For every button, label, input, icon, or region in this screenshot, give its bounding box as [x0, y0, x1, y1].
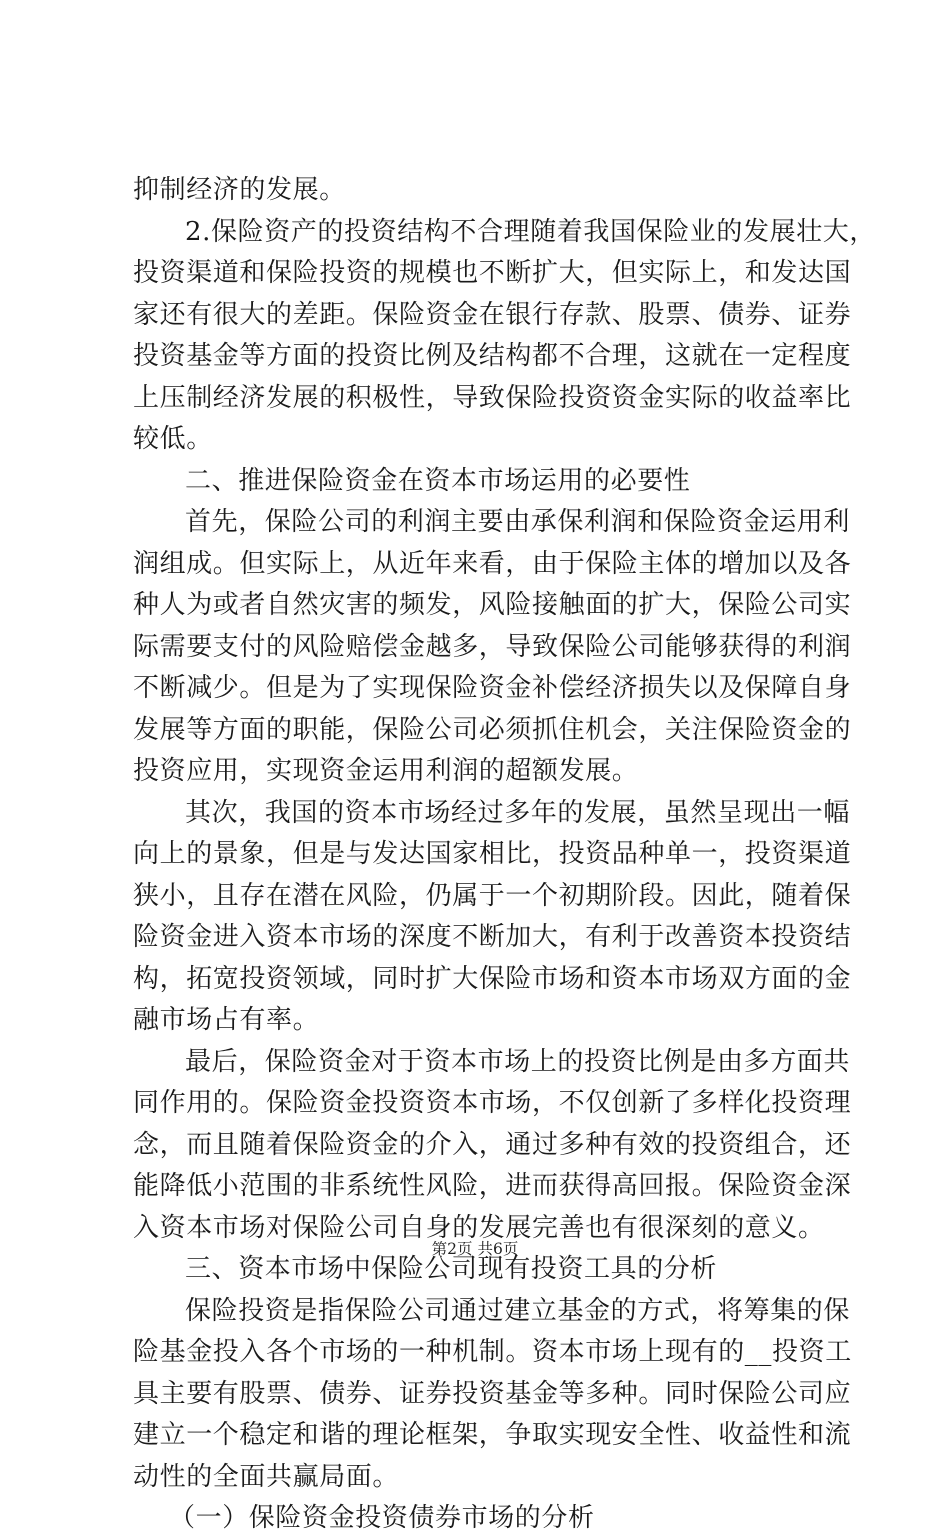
- text-line: 保险投资是指保险公司通过建立基金的方式，将筹集的保: [185, 1295, 851, 1326]
- text-line: 具主要有股票、债券、证券投资基金等多种。同时保险公司应: [133, 1378, 852, 1409]
- text-line: 建立一个稳定和谐的理论框架，争取实现安全性、收益性和流: [133, 1420, 852, 1450]
- text-line: 险资金进入资本市场的深度不断加大，有利于改善资本投资结: [133, 922, 852, 952]
- text-line: 家还有很大的差距。保险资金在银行存款、股票、债券、证券: [133, 299, 852, 330]
- text-line: 际需要支付的风险赔偿金越多，导致保险公司能够获得的利润: [133, 631, 852, 662]
- text-line: 入资本市场对保险公司自身的发展完善也有很深刻的意义。: [133, 1212, 825, 1243]
- section-heading-2: 二、推进保险资金在资本市场运用的必要性: [185, 465, 691, 496]
- text-line: 能降低小范围的非系统性风险，进而获得高回报。保险资金深: [133, 1171, 852, 1201]
- text-line: 最后，保险资金对于资本市场上的投资比例是由多方面共: [185, 1046, 851, 1077]
- paragraph-heading-2: 2.保险资产的投资结构不合理随着我国保险业的发展壮大，: [185, 216, 877, 247]
- text-line: 首先，保险公司的利润主要由承保利润和保险资金运用利: [185, 507, 851, 537]
- text-line: 狭小，且存在潜在风险，仍属于一个初期阶段。因此，随着保: [133, 880, 852, 911]
- text-line: 发展等方面的职能，保险公司必须抓住机会，关注保险资金的: [133, 714, 852, 745]
- text-line: 抑制经济的发展。: [133, 175, 346, 205]
- text-line: 向上的景象，但是与发达国家相比，投资品种单一，投资渠道: [133, 839, 852, 869]
- text-line: 较低。: [133, 424, 213, 454]
- text-line: 险基金投入各个市场的一种机制。资本市场上现有的__投资工: [133, 1337, 852, 1367]
- text-line: 上压制经济发展的积极性，导致保险投资资金实际的收益率比: [133, 382, 852, 413]
- text-line: 融市场占有率。: [133, 1005, 320, 1035]
- text-line: 动性的全面共赢局面。: [133, 1461, 400, 1492]
- section-heading-3: 三、资本市场中保险公司现有投资工具的分析: [185, 1254, 718, 1284]
- text-line: 润组成。但实际上，从近年来看，由于保险主体的增加以及各: [133, 548, 852, 579]
- text-line: 种人为或者自然灾害的频发，风险接触面的扩大，保险公司实: [133, 590, 852, 620]
- text-line: 念，而且随着保险资金的介入，通过多种有效的投资组合，还: [133, 1129, 852, 1160]
- document-body: [133, 170, 877, 1540]
- subsection-heading-1: （一）保险资金投资债券市场的分析: [169, 1503, 595, 1533]
- text-line: 投资基金等方面的投资比例及结构都不合理，这就在一定程度: [133, 341, 852, 371]
- text-line: 同作用的。保险资金投资资本市场，不仅创新了多样化投资理: [133, 1088, 852, 1118]
- page-number-footer: 第2页 共6页: [431, 1240, 519, 1258]
- text-line: 投资应用，实现资金运用利润的超额发展。: [133, 756, 639, 786]
- text-line: 其次，我国的资本市场经过多年的发展，虽然呈现出一幅: [185, 797, 851, 828]
- text-line: 不断减少。但是为了实现保险资金补偿经济损失以及保障自身: [133, 673, 852, 703]
- text-line: 构，拓宽投资领域，同时扩大保险市场和资本市场双方面的金: [133, 963, 852, 994]
- text-line: 投资渠道和保险投资的规模也不断扩大，但实际上，和发达国: [133, 258, 852, 288]
